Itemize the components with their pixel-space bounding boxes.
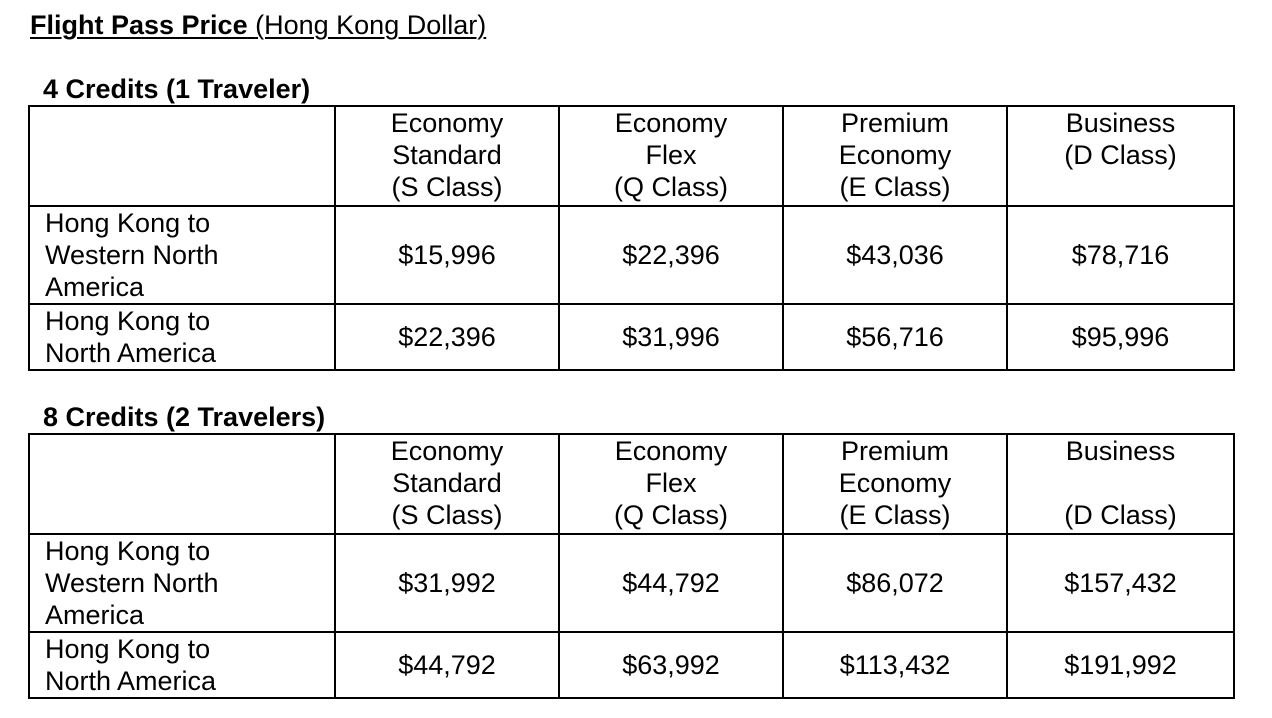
- column-header-premium-economy: Premium Economy (E Class): [783, 106, 1007, 206]
- price-cell: $44,792: [335, 632, 559, 698]
- table-header-row: [29, 106, 1234, 206]
- price-cell: $95,996: [1007, 304, 1234, 370]
- route-label: Hong Kong to North America: [29, 632, 335, 698]
- table-row: [29, 206, 1234, 304]
- column-header-business: Business (D Class): [1007, 434, 1234, 534]
- column-header-economy-flex: Economy Flex (Q Class): [559, 106, 783, 206]
- table-header-row: [29, 434, 1234, 534]
- table-row: [29, 304, 1234, 370]
- column-header-economy-standard: Economy Standard (S Class): [335, 106, 559, 206]
- price-cell: $22,396: [335, 304, 559, 370]
- price-table-8-credits: [28, 433, 1235, 699]
- table-row: [29, 632, 1234, 698]
- column-header-premium-economy: Premium Economy (E Class): [783, 434, 1007, 534]
- price-cell: $113,432: [783, 632, 1007, 698]
- section-heading-8-credits: 8 Credits (2 Travelers): [43, 402, 326, 432]
- price-cell: $15,996: [335, 206, 559, 304]
- header-cell-empty: [29, 434, 335, 534]
- price-cell: $56,716: [783, 304, 1007, 370]
- page-title: [30, 8, 486, 42]
- column-header-economy-flex: Economy Flex (Q Class): [559, 434, 783, 534]
- route-label: Hong Kong to Western North America: [29, 206, 335, 304]
- route-label: Hong Kong to North America: [29, 304, 335, 370]
- price-cell: $78,716: [1007, 206, 1234, 304]
- section-heading-4-credits: 4 Credits (1 Traveler): [43, 74, 311, 104]
- column-header-economy-standard: Economy Standard (S Class): [335, 434, 559, 534]
- column-header-business: Business (D Class): [1007, 106, 1234, 206]
- price-cell: $31,996: [559, 304, 783, 370]
- header-cell-empty: [29, 106, 335, 206]
- route-label: Hong Kong to Western North America: [29, 534, 335, 632]
- price-cell: $43,036: [783, 206, 1007, 304]
- price-cell: $86,072: [783, 534, 1007, 632]
- price-cell: $44,792: [559, 534, 783, 632]
- table-row: [29, 534, 1234, 632]
- price-cell: $63,992: [559, 632, 783, 698]
- price-table-4-credits: [28, 105, 1235, 371]
- price-cell: $157,432: [1007, 534, 1234, 632]
- price-cell: $31,992: [335, 534, 559, 632]
- page-title-currency: (Hong Kong Dollar): [255, 10, 487, 40]
- price-cell: $191,992: [1007, 632, 1234, 698]
- page-title-main: Flight Pass Price: [30, 10, 248, 40]
- price-cell: $22,396: [559, 206, 783, 304]
